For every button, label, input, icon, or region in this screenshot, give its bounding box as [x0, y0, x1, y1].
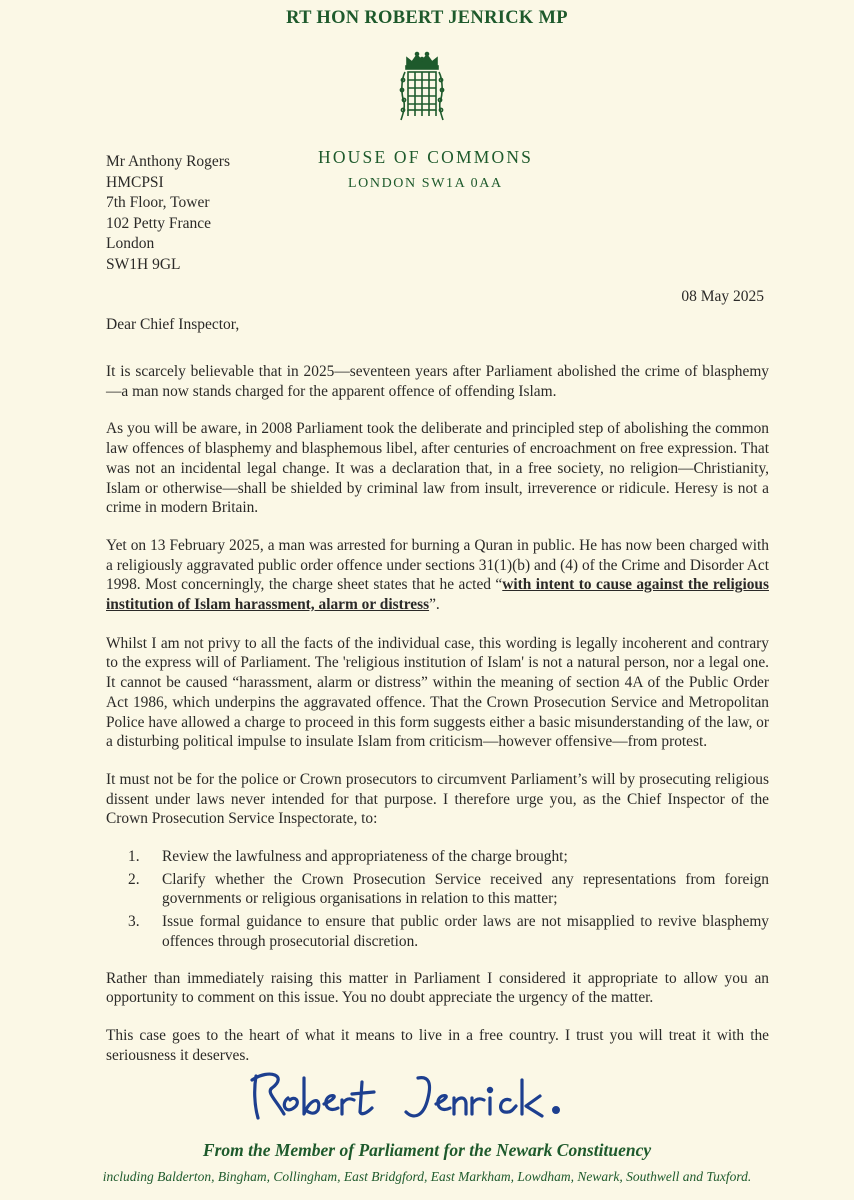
list-item [106, 870, 769, 909]
letter-body [106, 362, 769, 1083]
paragraph: It must not be for the police or Crown prosecutors to circumvent Parliament’s will by prosecuting religious dissent under laws never intended for that purpose. I therefore urge you, as the Chief Inspector of the Crown Prosecution Service Inspectorate, to: [106, 770, 769, 828]
footer-towns: including Balderton, Bingham, Collingham, East Bridgford, East Markham, Lowdham, Newark, Southwell and Tuxford. [102, 1169, 752, 1184]
paragraph: As you will be aware, in 2008 Parliament took the deliberate and principled step of abolishing the common law offences of blasphemy and blasphemous libel, after centuries of encroachment on free expression. That was not an incidental legal change. It was a declaration that, in a free society, no religion—Christianity, Islam or otherwise—shall be shielded by criminal law from insult, irreverence or ridicule. Heresy is not a crime in modern Britain. [106, 420, 769, 517]
address-line: HMCPSI [106, 173, 164, 191]
list-number: 3. [128, 913, 140, 931]
recipient-address [106, 152, 230, 276]
list-text: Issue formal guidance to ensure that public order laws are not misapplied to revive blasphemy offences through prosecutorial discretion. [162, 913, 769, 950]
paragraph [106, 536, 769, 615]
paragraph-text: Yet on 13 February 2025, a man was arrested for burning a Quran in public. He has now been charged with a religiously aggravated public order offence under sections 31(1)(b) and (4) of the Crime and Disorder Act 1998. Most concerningly, the charge sheet states that he acted “ [106, 536, 769, 594]
list-number: 1. [128, 848, 140, 866]
list-number: 2. [128, 870, 140, 888]
paragraph: This case goes to the heart of what it means to live in a free country. I trust you will treat it with the seriousness it deserves. [106, 1026, 769, 1064]
paragraph-text: ”. [429, 596, 440, 614]
list-item [106, 847, 769, 867]
paragraph: Rather than immediately raising this matter in Parliament I considered it appropriate to allow you an opportunity to comment on this issue. You no doubt appreciate the urgency of the matter. [106, 969, 769, 1007]
letter-date: 08 May 2025 [681, 288, 764, 305]
address-line: 7th Floor, Tower [106, 194, 210, 212]
list-item [106, 912, 769, 951]
list-text: Review the lawfulness and appropriateness of the charge brought; [162, 848, 568, 866]
handwritten-signature [250, 1068, 580, 1138]
charge-quote: with intent to cause against the religious institution of Islam harassment, alarm or distress [106, 576, 769, 614]
letterhead-location: LONDON SW1A 0AA [348, 176, 503, 191]
address-line: 102 Petty France [106, 214, 212, 232]
address-line: SW1H 9GL [106, 255, 181, 273]
footer-constituency: From the Member of Parliament for the Newark Constituency [202, 1140, 652, 1160]
address-line: Mr Anthony Rogers [106, 153, 230, 170]
portcullis-icon [399, 50, 445, 126]
address-line: London [106, 235, 155, 253]
letterhead-mp-name: RT HON ROBERT JENRICK MP [286, 8, 568, 28]
paragraph: It is scarcely believable that in 2025—seventeen years after Parliament abolished the crime of blasphemy—a man now stands charged for the apparent offence of offending Islam. [106, 363, 769, 400]
list-text: Clarify whether the Crown Prosecution Service received any representations from foreign governments or religious organisations in relation to this matter; [162, 870, 769, 908]
letterhead-house: HOUSE OF COMMONS [318, 147, 534, 167]
request-list [106, 847, 769, 952]
paragraph: Whilst I am not privy to all the facts of the individual case, this wording is legally incoherent and contrary to the express will of Parliament. The 'religious institution of Islam' is not a natural person, nor a legal one. It cannot be caused “harassment, alarm or distress” within the meaning of section 4A of the Public Order Act 1986, which underpins the aggravated offence. That the Crown Prosecution Service and Metropolitan Police have allowed a charge to proceed in this form suggests either a basic misunderstanding of the law, or a disturbing political impulse to insulate Islam from criticism—however offensive—from protest. [106, 634, 769, 751]
salutation: Dear Chief Inspector, [106, 316, 240, 333]
